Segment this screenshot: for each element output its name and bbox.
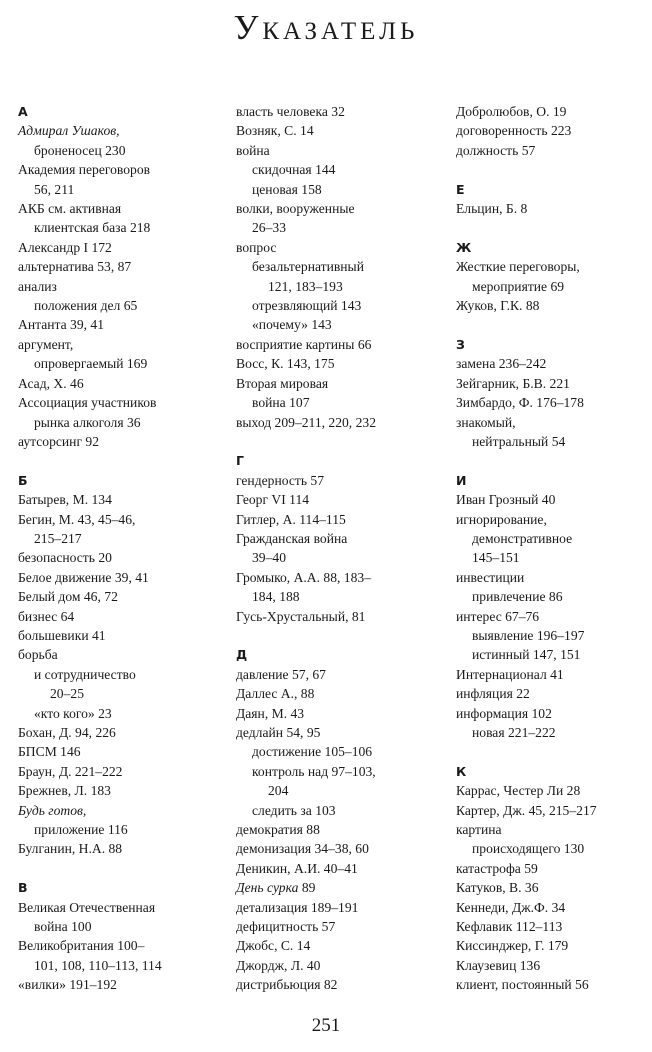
index-entry: Кеннеди, Дж.Ф. 34 <box>456 899 566 915</box>
index-entry: 26–33 <box>252 220 286 236</box>
index-entry: договоренность 223 <box>456 123 572 139</box>
index-letter-heading: А <box>18 104 28 119</box>
index-letter-heading: Б <box>18 472 28 488</box>
index-entry: Жуков, Г.К. 88 <box>456 298 540 314</box>
index-entry: Восс, К. 143, 175 <box>236 356 335 372</box>
index-entry: Даллес А., 88 <box>236 686 315 702</box>
index-entry: опровергаемый 169 <box>34 356 148 372</box>
page-number: 251 <box>311 1015 341 1036</box>
index-entry: Батырев, М. 134 <box>18 492 112 508</box>
index-entry: Кефлавик 112–113 <box>456 919 563 935</box>
index-entry: Адмирал Ушаков, <box>18 123 120 139</box>
index-entry: 184, 188 <box>252 589 300 605</box>
index-entry: 39–40 <box>252 550 286 566</box>
index-entry: скидочная 144 <box>252 162 336 178</box>
index-entry: анализ <box>18 278 57 294</box>
index-entry: контроль над 97–103, <box>252 763 376 779</box>
index-spacer <box>456 218 648 237</box>
index-entry: Гусь-Хрустальный, 81 <box>236 608 366 624</box>
index-entry: положения дел 65 <box>34 298 138 314</box>
index-entry: клиентская база 218 <box>34 220 151 236</box>
index-entry: Зейгарник, Б.В. 221 <box>456 375 570 391</box>
index-entry: достижение 105–106 <box>252 744 373 760</box>
index-entry: безальтернативный <box>252 259 364 275</box>
index-entry: Великая Отечественная <box>18 899 156 915</box>
index-entry: происходящего 130 <box>472 841 585 857</box>
index-letter-heading: Г <box>236 453 244 469</box>
index-column-2 <box>236 102 448 995</box>
index-entry: «вилки» 191–192 <box>18 977 117 993</box>
index-entry: Жесткие переговоры, <box>456 259 580 275</box>
index-entry: Громыко, А.А. 88, 183– <box>236 569 371 585</box>
index-entry: Великобритания 100– <box>18 938 145 954</box>
index-entry: Джордж, Л. 40 <box>236 957 321 973</box>
index-spacer <box>236 432 448 451</box>
index-entry: война 100 <box>34 919 92 935</box>
index-entry: война <box>236 142 270 158</box>
index-entry: картина <box>456 822 502 838</box>
index-entry: Зимбардо, Ф. 176–178 <box>456 395 584 411</box>
index-entry: 215–217 <box>34 530 82 546</box>
index-entry: власть человека 32 <box>236 104 345 119</box>
index-entry: замена 236–242 <box>456 356 547 372</box>
index-entry: Александр I 172 <box>18 239 112 255</box>
index-spacer <box>18 451 230 470</box>
index-entry: Клаузевиц 136 <box>456 957 541 973</box>
index-entry: нейтральный 54 <box>472 433 566 449</box>
index-entry: выход 209–211, 220, 232 <box>236 414 376 430</box>
index-entry: Ельцин, Б. 8 <box>456 201 528 217</box>
index-entry: Ассоциация участников <box>18 395 157 411</box>
index-entry: Белый дом 46, 72 <box>18 589 118 605</box>
index-spacer <box>456 160 648 179</box>
index-entry: 20–25 <box>50 686 84 702</box>
index-entry: игнорирование, <box>456 511 547 527</box>
index-letter-heading: Ж <box>456 239 472 255</box>
index-entry: бизнес 64 <box>18 608 75 624</box>
index-entry: инвестиции <box>456 569 525 585</box>
index-entry: 145–151 <box>472 550 520 566</box>
index-entry: 121, 183–193 <box>268 278 343 294</box>
index-entry: рынка алкоголя 36 <box>34 414 141 430</box>
index-letter-heading: З <box>456 336 465 352</box>
index-entry: Каррас, Честер Ли 28 <box>456 783 581 799</box>
index-entry: отрезвляющий 143 <box>252 298 362 314</box>
index-entry: должность 57 <box>456 142 536 158</box>
index-entry: 56, 211 <box>34 181 75 197</box>
index-entry: истинный 147, 151 <box>472 647 581 663</box>
index-entry: интерес 67–76 <box>456 608 540 624</box>
index-entry: Бохан, Д. 94, 226 <box>18 725 116 740</box>
index-entry: выявление 196–197 <box>472 627 585 643</box>
index-spacer <box>456 451 648 470</box>
index-entry: Булганин, Н.А. 88 <box>18 841 123 857</box>
index-entry: дедлайн 54, 95 <box>236 725 321 740</box>
index-entry: инфляция 22 <box>456 686 530 702</box>
index-entry: Георг VI 114 <box>236 492 310 508</box>
index-entry: ценовая 158 <box>252 181 322 197</box>
index-entry: Белое движение 39, 41 <box>18 569 149 585</box>
index-spacer <box>18 859 230 878</box>
index-entry: Бегин, М. 43, 45–46, <box>18 511 136 527</box>
page-title: Указатель <box>233 8 419 47</box>
index-entry: давление 57, 67 <box>236 666 326 682</box>
index-entry: Будь готов, <box>18 802 87 818</box>
index-entry: большевики 41 <box>18 627 106 643</box>
index-entry: знакомый, <box>456 414 516 430</box>
index-entry: война 107 <box>252 395 310 411</box>
index-entry: демократия 88 <box>236 822 320 838</box>
index-entry: АКБ см. активная <box>18 201 122 217</box>
index-entry: 204 <box>268 783 289 799</box>
index-spacer <box>236 626 448 645</box>
index-entry: «кто кого» 23 <box>34 705 112 721</box>
index-entry: День сурка 89 <box>236 880 316 896</box>
index-entry: мероприятие 69 <box>472 278 565 294</box>
index-entry: демонстративное <box>472 530 573 546</box>
index-entry: информация 102 <box>456 705 552 721</box>
index-entry: борьба <box>18 647 58 663</box>
index-entry: катастрофа 59 <box>456 860 538 876</box>
index-entry: Асад, Х. 46 <box>18 375 84 391</box>
index-entry: и сотрудничество <box>34 666 136 682</box>
index-entry: броненосец 230 <box>34 142 126 158</box>
index-spacer <box>456 315 648 334</box>
index-entry: Киссинджер, Г. 179 <box>456 938 569 954</box>
index-column-1 <box>18 102 230 995</box>
index-entry: Интернационал 41 <box>456 666 564 682</box>
index-entry: детализация 189–191 <box>236 899 359 915</box>
index-entry: гендерность 57 <box>236 472 325 488</box>
index-entry: Джобс, С. 14 <box>236 938 311 954</box>
index-entry: аргумент, <box>18 336 74 352</box>
index-letter-heading: И <box>456 472 467 488</box>
index-spacer <box>456 742 648 761</box>
index-letter-heading: В <box>18 880 28 896</box>
index-entry: новая 221–222 <box>472 725 556 740</box>
index-entry: Браун, Д. 221–222 <box>18 763 123 779</box>
index-entry: приложение 116 <box>34 822 128 838</box>
index-column-3 <box>456 102 648 995</box>
index-entry: волки, вооруженные <box>236 201 355 217</box>
index-entry: Возняк, С. 14 <box>236 123 314 139</box>
index-entry: Катуков, В. 36 <box>456 880 539 896</box>
index-entry: дефицитность 57 <box>236 919 336 935</box>
index-entry: альтернатива 53, 87 <box>18 259 132 275</box>
index-entry: Деникин, А.И. 40–41 <box>236 860 358 876</box>
index-entry: Вторая мировая <box>236 375 329 391</box>
index-entry: дистрибьюция 82 <box>236 977 338 993</box>
index-entry: Гитлер, А. 114–115 <box>236 511 346 527</box>
index-entry: Гражданская война <box>236 530 348 546</box>
index-letter-heading: К <box>456 763 467 779</box>
index-entry: Антанта 39, 41 <box>18 317 105 333</box>
index-entry: Картер, Дж. 45, 215–217 <box>456 802 597 818</box>
index-entry: клиент, постоянный 56 <box>456 977 589 993</box>
index-entry: 101, 108, 110–113, 114 <box>34 957 162 973</box>
index-entry: БПСМ 146 <box>18 744 81 760</box>
index-letter-heading: Д <box>236 647 248 663</box>
index-entry: вопрос <box>236 239 277 255</box>
index-entry: «почему» 143 <box>252 317 332 333</box>
index-entry: Иван Грозный 40 <box>456 492 556 508</box>
index-entry: демонизация 34–38, 60 <box>236 841 369 857</box>
index-entry: следить за 103 <box>252 802 336 818</box>
index-entry: аутсорсинг 92 <box>18 433 100 449</box>
index-letter-heading: Е <box>456 181 465 197</box>
index-entry: привлечение 86 <box>472 589 563 605</box>
index-entry: восприятие картины 66 <box>236 336 372 352</box>
index-entry: Даян, М. 43 <box>236 705 305 721</box>
index-entry: Академия переговоров <box>18 162 151 178</box>
index-entry: Добролюбов, О. 19 <box>456 104 567 119</box>
index-entry: безопасность 20 <box>18 550 112 566</box>
index-entry: Брежнев, Л. 183 <box>18 783 111 799</box>
